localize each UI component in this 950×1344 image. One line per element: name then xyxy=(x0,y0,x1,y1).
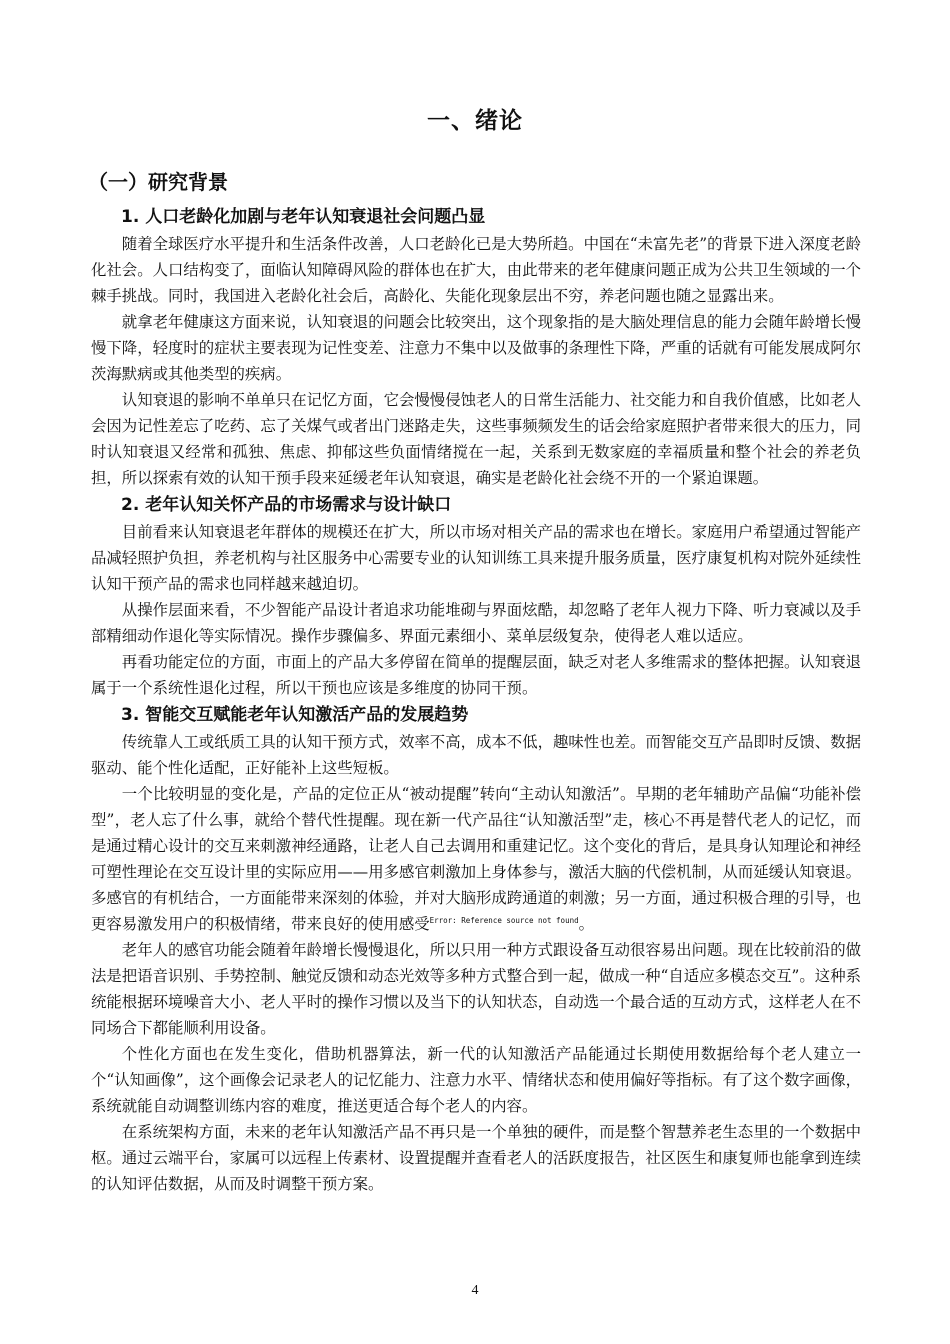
paragraph-with-reference xyxy=(91,781,861,937)
page-number: 4 xyxy=(471,1283,479,1298)
paragraph: 再看功能定位的方面，市面上的产品大多停留在简单的提醒层面，缺乏对老人多维需求的整体把握。认知衰退属于一个系统性退化过程，所以干预也应该是多维度的协同干预。 xyxy=(91,653,861,697)
paragraph: 在系统架构方面，未来的老年认知激活产品不再只是一个单独的硬件，而是整个智慧养老生态里的一个数据中枢。通过云端平台，家属可以远程上传素材、设置提醒并查看老人的活跃度报告，社区医生和康复师也能拿到连续的认知评估数据，从而及时调整干预方案。 xyxy=(91,1123,861,1193)
paragraph-end-mark: 。 xyxy=(578,915,595,933)
paragraph-text: 一个比较明显的变化是，产品的定位正从“被动提醒”转向“主动认知激活”。早期的老年辅助产品偏“功能补偿型”，老人忘了什么事，就给个替代性提醒。现在新一代产品往“认知激活型”走，核心不再是替代老人的记忆，而是通过精心设计的交互来刺激神经通路，让老人自己去调用和重建记忆。这个变化的背后，是具身认知理论和神经可塑性理论在交互设计里的实际应用——用多感官刺激加上身体参与，激活大脑的代偿机制，从而延缓认知衰退。多感官的有机结合，一方面能带来深刻的体验，并对大脑形成跨通道的刺激；另一方面，通过积极合理的引导，也更容易激发用户的积极情绪，带来良好的使用感受 xyxy=(91,785,861,933)
subsection-heading-2: 2. 老年认知关怀产品的市场需求与设计缺口 xyxy=(121,495,452,515)
paragraph: 随着全球医疗水平提升和生活条件改善，人口老龄化已是大势所趋。中国在“未富先老”的背景下进入深度老龄化社会。人口结构变了，面临认知障碍风险的群体也在扩大，由此带来的老年健康问题正成为公共卫生领域的一个棘手挑战。同时，我国进入老龄化社会后，高龄化、失能化现象层出不穷，养老问题也随之显露出来。 xyxy=(91,235,861,305)
section-title: （一）研究背景 xyxy=(88,170,228,194)
paragraph: 从操作层面来看，不少智能产品设计者追求功能堆砌与界面炫酷，却忽略了老年人视力下降、听力衰减以及手部精细动作退化等实际情况。操作步骤偏多、界面元素细小、菜单层级复杂，使得老人难以适应。 xyxy=(91,601,861,645)
paragraph: 就拿老年健康这方面来说，认知衰退的问题会比较突出，这个现象指的是大脑处理信息的能力会随年龄增长慢慢下降，轻度时的症状主要表现为记性变差、注意力不集中以及做事的条理性下降，严重的话就有可能发展成阿尔茨海默病或其他类型的疾病。 xyxy=(91,313,861,383)
paragraph: 个性化方面也在发生变化，借助机器算法，新一代的认知激活产品能通过长期使用数据给每个老人建立一个“认知画像”，这个画像会记录老人的记忆能力、注意力水平、情绪状态和使用偏好等指标。有了这个数字画像，系统就能自动调整训练内容的难度，推送更适合每个老人的内容。 xyxy=(91,1045,861,1115)
reference-error: Error: Reference source not found xyxy=(429,915,579,925)
subsection-heading-3: 3. 智能交互赋能老年认知激活产品的发展趋势 xyxy=(121,705,469,725)
body-text xyxy=(91,203,861,1197)
paragraph: 认知衰退的影响不单单只在记忆方面，它会慢慢侵蚀老人的日常生活能力、社交能力和自我价值感，比如老人会因为记性差忘了吃药、忘了关煤气或者出门迷路走失，这些事频频发生的话会给家庭照护者带来很大的压力，同时认知衰退又经常和孤独、焦虑、抑郁这些负面情绪搅在一起，关系到无数家庭的幸福质量和整个社会的养老负担，所以探索有效的认知干预手段来延缓老年认知衰退，确实是老龄化社会绕不开的一个紧迫课题。 xyxy=(91,391,861,487)
subsection-heading-1: 1. 人口老龄化加剧与老年认知衰退社会问题凸显 xyxy=(121,207,486,227)
chapter-title: 一、绪论 xyxy=(427,108,523,134)
paragraph: 传统靠人工或纸质工具的认知干预方式，效率不高，成本不低，趣味性也差。而智能交互产品即时反馈、数据驱动、能个性化适配，正好能补上这些短板。 xyxy=(91,733,861,777)
paragraph: 老年人的感官功能会随着年龄增长慢慢退化，所以只用一种方式跟设备互动很容易出问题。现在比较前沿的做法是把语音识别、手势控制、触觉反馈和动态光效等多种方式整合到一起，做成一种“自适应多模态交互”。这种系统能根据环境噪音大小、老人平时的操作习惯以及当下的认知状态，自动选一个最合适的互动方式，这样老人在不同场合下都能顺利用设备。 xyxy=(91,941,861,1037)
paragraph: 目前看来认知衰退老年群体的规模还在扩大，所以市场对相关产品的需求也在增长。家庭用户希望通过智能产品减轻照护负担，养老机构与社区服务中心需要专业的认知训练工具来提升服务质量，医疗康复机构对院外延续性认知干预产品的需求也同样越来越迫切。 xyxy=(91,523,861,593)
